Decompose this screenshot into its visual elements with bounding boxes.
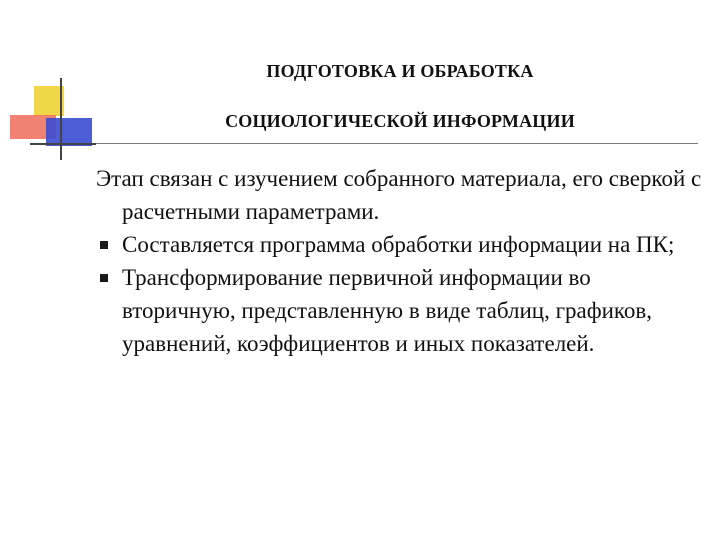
square-bullet-icon (100, 274, 108, 282)
title-line-2: СОЦИОЛОГИЧЕСКОЙ ИНФОРМАЦИИ (225, 111, 575, 131)
title-line-1: ПОДГОТОВКА И ОБРАБОТКА (266, 61, 534, 81)
intro-paragraph: Этап связан с изучением собранного материала, его сверкой с расчетными параметрами. (96, 166, 702, 224)
slide-title (120, 46, 680, 146)
bullet-item (96, 261, 706, 360)
logo-vertical-line (60, 78, 62, 160)
logo-blue-square (46, 118, 92, 146)
square-bullet-icon (100, 241, 108, 249)
bullet-text: Составляется программа обработки информации на ПК; (122, 232, 675, 257)
logo-horizontal-line (30, 143, 96, 145)
slide-content (96, 162, 706, 360)
bullet-item (96, 228, 706, 261)
bullet-text: Трансформирование первичной информации во вторичную, представленную в виде таблиц, графиков, уравнений, коэффициентов и иных показателей. (122, 265, 653, 356)
decorative-logo (0, 0, 110, 170)
